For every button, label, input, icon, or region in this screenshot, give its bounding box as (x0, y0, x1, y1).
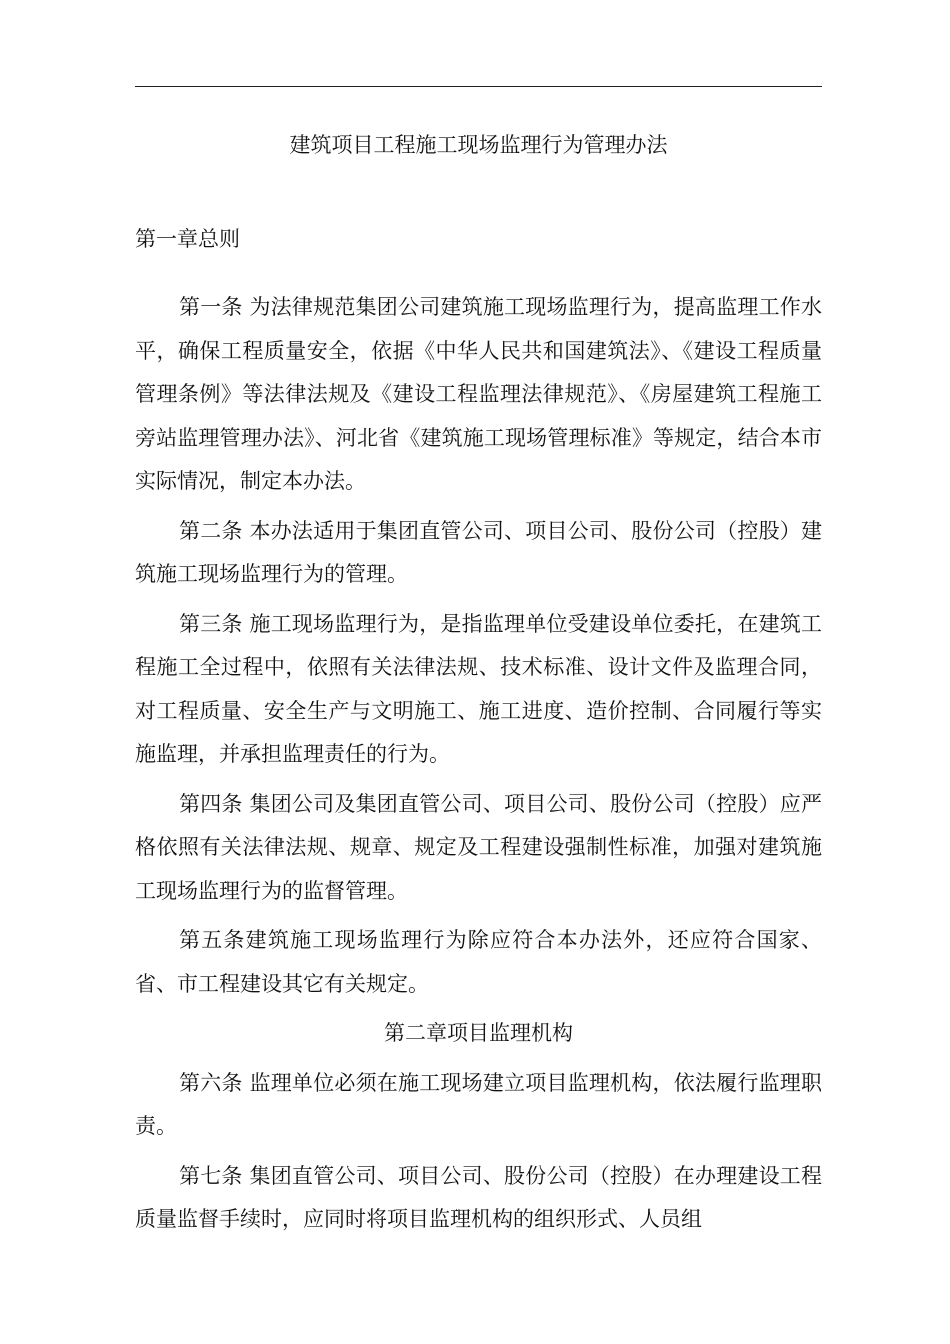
header-rule (135, 86, 822, 87)
article-5: 第五条建筑施工现场监理行为除应符合本办法外，还应符合国家、省、市工程建设其它有关规定。 (135, 928, 822, 996)
chapter-2-heading: 第二章项目监理机构 (384, 1021, 573, 1045)
document-title: 建筑项目工程施工现场监理行为管理办法 (289, 133, 668, 157)
chapter-1-heading: 第一章总则 (135, 227, 240, 251)
document-body (135, 286, 822, 1248)
article-1: 第一条 为法律规范集团公司建筑施工现场监理行为，提高监理工作水平，确保工程质量安全，依据《中华人民共和国建筑法》、《建设工程质量管理条例》等法律法规及《建设工程监理法律规范》、《房屋建筑工程施工旁站监理管理办法》、河北省《建筑施工现场管理标准》等规定，结合本市实际情况，制定本办法。 (135, 295, 822, 493)
article-7: 第七条 集团直管公司、项目公司、股份公司（控股）在办理建设工程质量监督手续时，应同时将项目监理机构的组织形式、人员组 (135, 1163, 822, 1231)
article-4: 第四条 集团公司及集团直管公司、项目公司、股份公司（控股）应严格依照有关法律法规、规章、规定及工程建设强制性标准，加强对建筑施工现场监理行为的监督管理。 (135, 791, 822, 903)
article-6: 第六条 监理单位必须在施工现场建立项目监理机构，依法履行监理职责。 (135, 1070, 822, 1138)
article-2: 第二条 本办法适用于集团直管公司、项目公司、股份公司（控股）建筑施工现场监理行为的管理。 (135, 518, 822, 586)
article-3: 第三条 施工现场监理行为，是指监理单位受建设单位委托，在建筑工程施工全过程中，依照有关法律法规、技术标准、设计文件及监理合同，对工程质量、安全生产与文明施工、施工进度、造价控制、合同履行等实施监理，并承担监理责任的行为。 (135, 611, 822, 766)
